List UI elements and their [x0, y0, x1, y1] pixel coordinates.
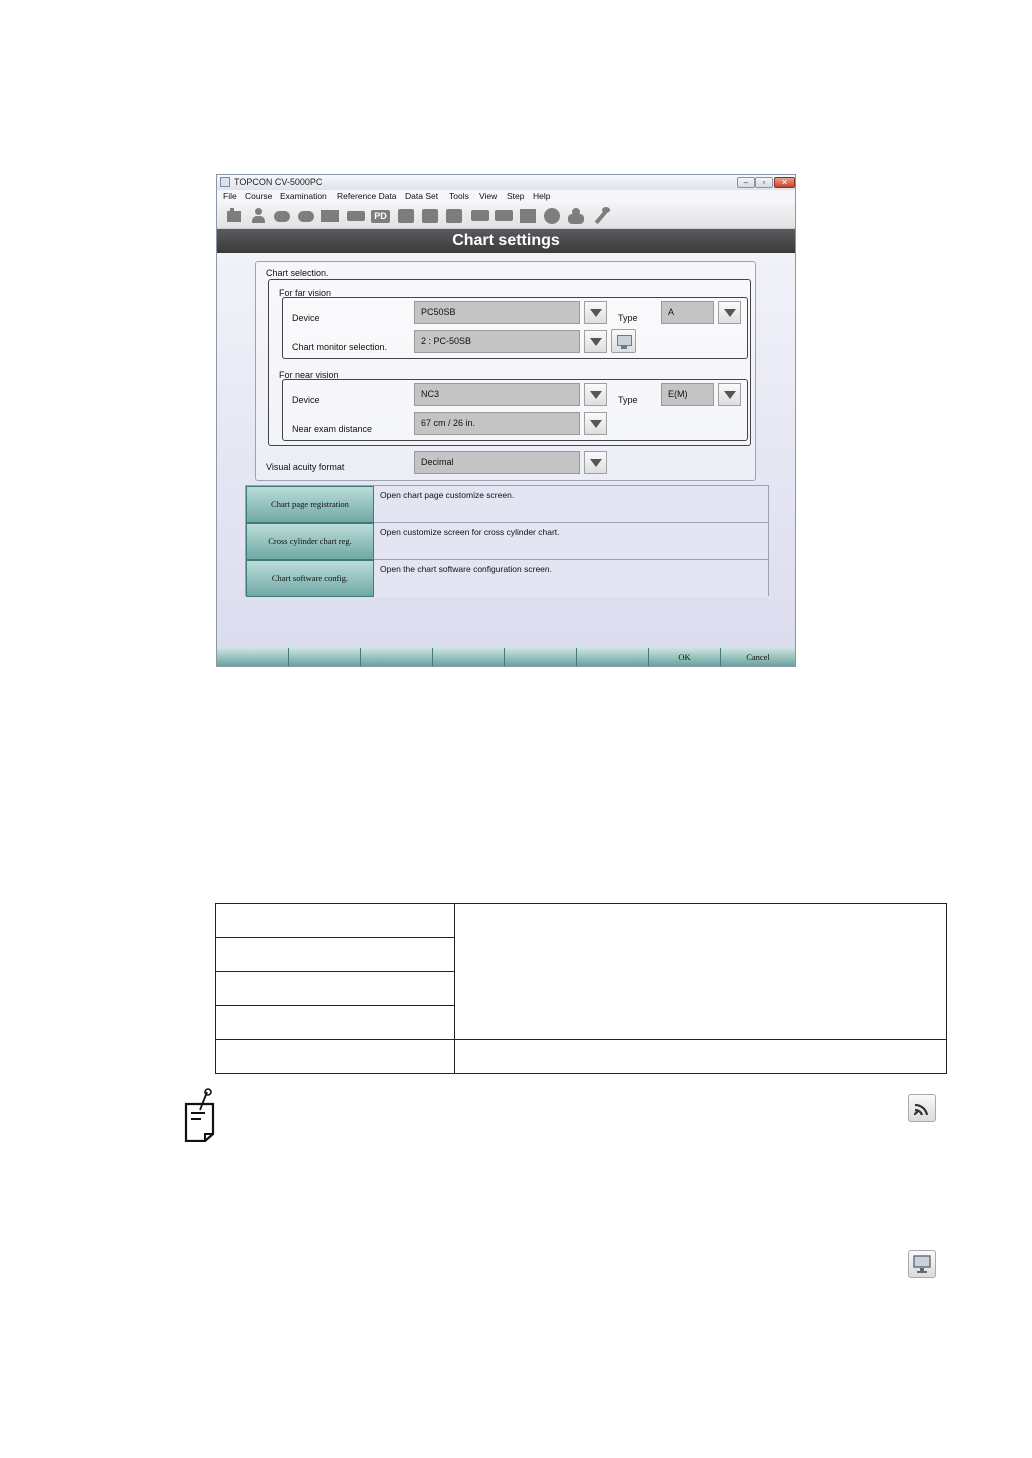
- chart-software-config-button[interactable]: Chart software config.: [246, 560, 374, 597]
- va-icon[interactable]: [421, 207, 439, 224]
- action-description: Open chart page customize screen.: [374, 486, 768, 523]
- far-type-dropdown[interactable]: [718, 301, 741, 324]
- table-column-divider: [454, 904, 455, 1073]
- app-icon: [220, 177, 230, 187]
- near-device-label: Device: [292, 395, 320, 405]
- menu-help[interactable]: Help: [533, 191, 551, 201]
- near-distance-label: Near exam distance: [292, 424, 373, 434]
- speech-icon[interactable]: [495, 207, 513, 224]
- keyboard-icon[interactable]: [321, 207, 339, 224]
- patient-icon[interactable]: [249, 207, 267, 224]
- lock-icon[interactable]: [567, 207, 585, 224]
- va-format-label: Visual acuity format: [266, 462, 345, 472]
- far-type-field[interactable]: A: [661, 301, 714, 324]
- far-device-label: Device: [292, 313, 320, 323]
- va-format-field[interactable]: Decimal: [414, 451, 580, 474]
- action-list: [245, 485, 769, 596]
- action-row: [246, 486, 768, 523]
- empty-function-button[interactable]: [361, 648, 433, 666]
- action-row: [246, 560, 768, 597]
- menu-bar: [217, 190, 795, 203]
- chart-icon[interactable]: [519, 207, 537, 224]
- table-row-divider: [216, 1005, 454, 1006]
- table-row-divider: [216, 1039, 946, 1040]
- bottom-bar: [217, 648, 795, 666]
- minimize-button[interactable]: –: [737, 177, 755, 188]
- near-vision-label: For near vision: [279, 370, 339, 380]
- content-area: [217, 253, 795, 648]
- near-device-field[interactable]: NC3: [414, 383, 580, 406]
- va-format-dropdown[interactable]: [584, 451, 607, 474]
- empty-function-button[interactable]: [289, 648, 361, 666]
- near-distance-field[interactable]: 67 cm / 26 in.: [414, 412, 580, 435]
- description-table: [215, 903, 947, 1074]
- empty-function-button[interactable]: [433, 648, 505, 666]
- table-row-divider: [216, 937, 454, 938]
- empty-function-button[interactable]: [505, 648, 577, 666]
- menu-course[interactable]: Course: [245, 191, 273, 201]
- window-title: TOPCON CV-5000PC: [234, 177, 323, 187]
- near-type-dropdown[interactable]: [718, 383, 741, 406]
- chart-selection-panel: [255, 261, 756, 481]
- ruler-icon[interactable]: [347, 207, 365, 224]
- lens-icon[interactable]: [273, 207, 291, 224]
- far-device-field[interactable]: PC50SB: [414, 301, 580, 324]
- cross-cylinder-chart-button[interactable]: Cross cylinder chart reg.: [246, 523, 374, 560]
- monitor-icon[interactable]: [611, 329, 636, 353]
- menu-step[interactable]: Step: [507, 191, 525, 201]
- monitor-selection-field[interactable]: 2 : PC-50SB: [414, 330, 580, 353]
- wireless-icon: [908, 1094, 936, 1122]
- contrast-icon[interactable]: [445, 207, 463, 224]
- chat-icon[interactable]: [471, 207, 489, 224]
- lens-icon[interactable]: [297, 207, 315, 224]
- near-device-dropdown[interactable]: [584, 383, 607, 406]
- empty-function-button[interactable]: [217, 648, 289, 666]
- menu-file[interactable]: File: [223, 191, 237, 201]
- chart-page-registration-button[interactable]: Chart page registration: [246, 486, 374, 523]
- action-description: Open customize screen for cross cylinder chart.: [374, 523, 768, 560]
- menu-reference-data[interactable]: Reference Data: [337, 191, 397, 201]
- note-icon: [183, 1088, 219, 1142]
- toolbar: [217, 203, 795, 229]
- empty-function-button[interactable]: [577, 648, 649, 666]
- action-row: [246, 523, 768, 560]
- screen-header: [217, 229, 795, 253]
- wrench-icon[interactable]: [593, 207, 611, 224]
- menu-view[interactable]: View: [479, 191, 498, 201]
- table-row-divider: [216, 971, 454, 972]
- square-icon[interactable]: [397, 207, 415, 224]
- app-window: [216, 174, 796, 667]
- monitor-selection-dropdown[interactable]: [584, 330, 607, 353]
- close-button[interactable]: ✕: [774, 177, 795, 188]
- circle-icon[interactable]: [543, 207, 561, 224]
- monitor-icon: [908, 1250, 936, 1278]
- cancel-button[interactable]: Cancel: [721, 648, 795, 666]
- far-type-label: Type: [618, 313, 638, 323]
- maximize-button[interactable]: ▫: [755, 177, 773, 188]
- near-distance-dropdown[interactable]: [584, 412, 607, 435]
- near-type-label: Type: [618, 395, 638, 405]
- far-vision-label: For far vision: [279, 288, 332, 298]
- pd-icon[interactable]: PD: [371, 207, 389, 224]
- ok-button[interactable]: OK: [649, 648, 721, 666]
- screen-title: Chart settings: [452, 232, 560, 249]
- chart-selection-label: Chart selection.: [266, 268, 329, 278]
- menu-data-set[interactable]: Data Set: [405, 191, 439, 201]
- near-type-field[interactable]: E(M): [661, 383, 714, 406]
- action-description: Open the chart software configuration screen.: [374, 560, 768, 597]
- title-bar: [217, 175, 795, 191]
- menu-examination[interactable]: Examination: [280, 191, 327, 201]
- memo-icon[interactable]: [225, 207, 243, 224]
- menu-tools[interactable]: Tools: [449, 191, 469, 201]
- far-device-dropdown[interactable]: [584, 301, 607, 324]
- monitor-selection-label: Chart monitor selection.: [292, 342, 388, 352]
